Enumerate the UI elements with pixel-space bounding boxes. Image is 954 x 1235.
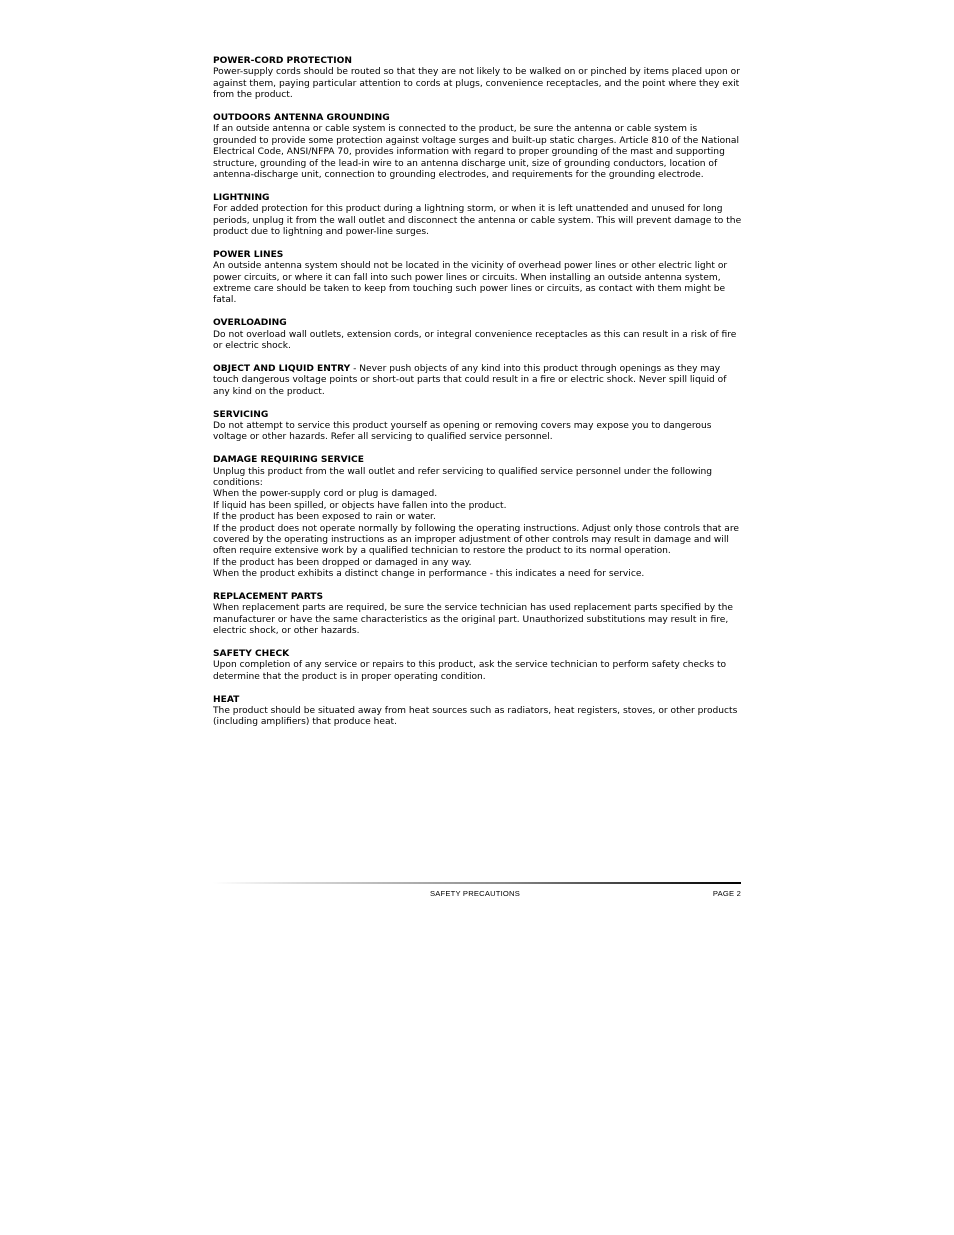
section-body: Upon completion of any service or repairs to this product, ask the service technician to perform safety checks to determine that the product is in proper operating condition.	[213, 660, 727, 682]
section-lightning	[213, 193, 743, 239]
document-body	[213, 56, 743, 740]
section-object-and-liquid-entry	[213, 364, 743, 398]
page-footer	[213, 882, 741, 902]
footer-title: SAFETY PRECAUTIONS	[430, 889, 520, 898]
section-heading: POWER-CORD PROTECTION	[213, 56, 352, 66]
condition-item: If the product has been exposed to rain or water.	[213, 512, 436, 523]
footer-divider	[213, 882, 741, 884]
section-overloading	[213, 318, 743, 352]
section-heading: REPLACEMENT PARTS	[213, 591, 324, 602]
section-servicing	[213, 410, 743, 444]
section-replacement-parts	[213, 592, 743, 638]
section-body: Do not overload wall outlets, extension cords, or integral convenience receptacles as this can result in a risk of fire or electric shock.	[213, 329, 737, 352]
section-heading: POWER LINES	[213, 249, 284, 260]
section-body: - Never push objects of any kind into this product through openings as they may touch dangerous voltage points or short-out parts that could result in a fire or electric shock. Never spill liquid of any kind on the product.	[213, 363, 727, 397]
section-heading: LIGHTNING	[213, 192, 270, 203]
section-heading: OBJECT AND LIQUID ENTRY	[213, 363, 351, 374]
page-number: PAGE 2	[712, 889, 741, 898]
section-safety-check	[213, 649, 743, 683]
section-damage-requiring-service	[213, 455, 743, 580]
section-heading: SERVICING	[213, 409, 269, 420]
section-body: Do not attempt to service this product yourself as opening or removing covers may expose you to dangerous voltage or other hazards. Refer all servicing to qualified service personnel.	[213, 420, 712, 443]
section-body: If an outside antenna or cable system is connected to the product, be sure the antenna or cable system is grounded to provide some protection against voltage surges and built-up static charges. Article 810 of the National Electrical Code, ANSI/NFPA 70, provides information with regard to proper grounding of the mast and supporting structure, grounding of the lead-in wire to an antenna discharge unit, size of grounding conductors, location of antenna-discharge unit, connection to grounding electrodes, and requirements for the grounding electrode.	[213, 124, 740, 181]
condition-item: When the power-supply cord or plug is damaged.	[213, 489, 438, 500]
condition-item: When the product exhibits a distinct change in performance - this indicates a need for service.	[213, 569, 645, 580]
section-heading: SAFETY CHECK	[213, 648, 290, 659]
section-body: The product should be situated away from heat sources such as radiators, heat registers, stoves, or other products (including amplifiers) that produce heat.	[213, 706, 738, 728]
section-power-cord-protection	[213, 56, 743, 102]
section-heading: OUTDOORS ANTENNA GROUNDING	[213, 113, 390, 124]
section-outdoors-antenna-grounding	[213, 113, 743, 181]
section-power-lines	[213, 250, 743, 307]
section-body: An outside antenna system should not be located in the vicinity of overhead power lines or other electric light or power circuits, or where it can fall into such power lines or circuits. When installing an outside antenna system, extreme care should be taken to keep from touching such power lines or circuits, as contact with them might be fatal.	[213, 261, 728, 306]
section-heading: DAMAGE REQUIRING SERVICE	[213, 455, 364, 466]
condition-item: If liquid has been spilled, or objects have fallen into the product.	[213, 500, 507, 511]
section-body: Power-supply cords should be routed so that they are not likely to be walked on or pinched by items placed upon or against them, paying particular attention to cords at plugs, convenience receptacles, and the point where they exit from the product.	[213, 67, 740, 101]
section-intro: Unplug this product from the wall outlet and refer servicing to qualified service personnel under the following conditions:	[213, 466, 713, 488]
section-body: When replacement parts are required, be sure the service technician has used replacement parts specified by the manufacturer or have the same characteristics as the original part. Unauthorized substitutions may result in fire, electric shock, or other hazards.	[213, 603, 733, 637]
section-body: For added protection for this product during a lightning storm, or when it is left unattended and unused for long periods, unplug it from the wall outlet and disconnect the antenna or cable system. This will prevent damage to the product due to lightning and power-line surges.	[213, 204, 742, 238]
condition-item: If the product has been dropped or damaged in any way.	[213, 557, 472, 568]
condition-item: If the product does not operate normally by following the operating instructions. Adjust only those controls that are covered by the operating instructions as an improper adjustment of other controls may result in damage and will often require extensive work by a qualified technician to restore the product to its normal operation.	[213, 523, 739, 557]
section-heat	[213, 695, 743, 729]
section-heading: OVERLOADING	[213, 318, 287, 329]
section-heading: HEAT	[213, 694, 240, 705]
section-paragraph	[213, 364, 743, 398]
